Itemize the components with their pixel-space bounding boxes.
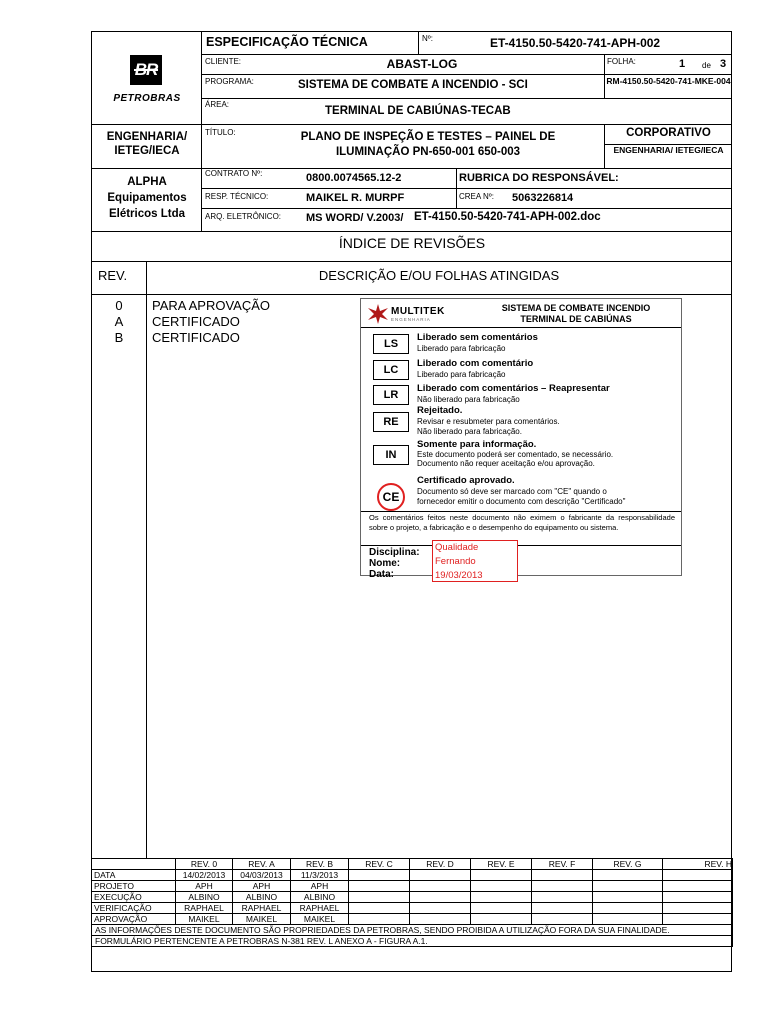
rev-description: CERTIFICADO: [152, 330, 240, 345]
row-title: Rejeitado.: [417, 405, 463, 416]
table-row: [92, 936, 733, 947]
revision-codes: [92, 298, 146, 346]
discipline-label: Disciplina:: [369, 547, 420, 558]
rev-code: 0: [115, 298, 123, 313]
table-cell: [593, 870, 663, 881]
table-cell: [593, 881, 663, 892]
table-cell: APH: [291, 881, 349, 892]
client-label: CLIENTE:: [205, 57, 242, 66]
responsible-signature-label: RUBRICA DO RESPONSÁVEL:: [459, 172, 619, 184]
table-cell: [593, 892, 663, 903]
table-cell: [349, 914, 410, 925]
property-notice: AS INFORMAÇÕES DESTE DOCUMENTO SÃO PROPRIEDADES DA PETROBRAS, SENDO PROIBIDA A UTILIZAÇÃO FORA DA SUA FINALIDADE.: [92, 925, 733, 936]
row-label: EXECUÇÃO: [92, 892, 176, 903]
code-lc: LC: [373, 360, 409, 380]
approval-info-box: [432, 540, 518, 582]
doc-type: ESPECIFICAÇÃO TÉCNICA: [206, 35, 368, 49]
table-cell: [471, 903, 532, 914]
file-label: ARQ. ELETRÔNICO:: [205, 212, 282, 221]
row-desc: Revisar e resubmeter para comentários.: [417, 417, 560, 426]
table-cell: [663, 870, 733, 881]
number-label: Nº:: [422, 34, 433, 43]
doc-title: PLANO DE INSPEÇÃO E TESTES – PAINEL DE ILUMINAÇÃO PN-650-001 650-003: [300, 131, 556, 158]
table-row: [92, 925, 733, 936]
row-desc: Documento não requer aceitação e/ou aprovação.: [417, 459, 595, 468]
column-header: REV. B: [291, 859, 349, 870]
table-cell: [471, 870, 532, 881]
table-header-row: [92, 859, 733, 870]
table-cell: [349, 903, 410, 914]
ref-code: RM-4150.50-5420-741-MKE-004: [606, 76, 731, 86]
sheet-label: FOLHA:: [607, 57, 636, 66]
approval-stamp: [360, 298, 682, 580]
row-desc: Documento só deve ser marcado com "CE" quando o: [417, 487, 607, 496]
row-desc: Liberado para fabricação: [417, 344, 506, 353]
sheet-of: de: [702, 61, 711, 70]
corporate-label: CORPORATIVO: [626, 127, 711, 139]
program-value: SISTEMA DE COMBATE A INCENDIO - SCI: [298, 79, 528, 91]
table-cell: [593, 903, 663, 914]
row-desc: Não liberado para fabricação.: [417, 427, 522, 436]
column-header: REV. F: [532, 859, 593, 870]
table-row: [92, 914, 733, 925]
row-label: APROVAÇÃO: [92, 914, 176, 925]
file-name: ET-4150.50-5420-741-APH-002.doc: [414, 211, 601, 223]
row-title: Certificado aprovado.: [417, 475, 515, 486]
revision-descriptions: [152, 298, 270, 346]
area-label: ÁREA:: [205, 100, 230, 109]
column-header: REV. 0: [176, 859, 233, 870]
table-cell: [532, 903, 593, 914]
table-cell: [349, 892, 410, 903]
table-cell: RAPHAEL: [233, 903, 291, 914]
row-desc: Este documento poderá ser comentado, se necessário.: [417, 450, 614, 459]
crea-label: CREA Nº:: [459, 192, 494, 201]
table-cell: [471, 914, 532, 925]
code-re: RE: [373, 412, 409, 432]
crea-value: 5063226814: [512, 192, 574, 204]
table-row: [92, 892, 733, 903]
petrobras-logo: BR: [130, 55, 162, 85]
table-cell: [593, 914, 663, 925]
table-row: [92, 903, 733, 914]
date-value: 19/03/2013: [435, 570, 483, 581]
column-header: REV. A: [233, 859, 291, 870]
stamp-company-sub: ENGENHARIA: [391, 317, 431, 322]
brand-name: PETROBRAS: [113, 93, 181, 104]
client-value: ABAST-LOG: [386, 57, 458, 71]
row-title: Liberado com comentário: [417, 358, 534, 369]
table-cell: ALBINO: [176, 892, 233, 903]
table-cell: [410, 914, 471, 925]
sheet-number: 1: [679, 58, 686, 70]
name-label: Nome:: [369, 558, 401, 569]
contract-label: CONTRATO Nº:: [205, 169, 263, 178]
table-cell: 11/3/2013: [291, 870, 349, 881]
table-cell: RAPHAEL: [291, 903, 349, 914]
table-cell: [410, 892, 471, 903]
row-desc: fornecedor emitir o documento com descrição "Certificado": [417, 497, 626, 506]
area-value: TERMINAL DE CABIÚNAS-TECAB: [325, 105, 511, 117]
table-cell: [532, 892, 593, 903]
table-cell: [471, 892, 532, 903]
doc-number: ET-4150.50-5420-741-APH-002: [490, 36, 661, 50]
corporate-sub: ENGENHARIA/ IETEG/IECA: [613, 145, 724, 155]
row-label: PROJETO: [92, 881, 176, 892]
table-cell: MAIKEL: [176, 914, 233, 925]
program-label: PROGRAMA:: [205, 77, 254, 86]
stamp-company: MULTITEK: [391, 306, 445, 317]
stamp-disclaimer: Os comentários feitos neste documento não eximem o fabricante da responsabilidade sobre o projeto, a fabricação e o desempenho do equipamento ou sistema.: [369, 513, 675, 532]
column-header: REV. G: [593, 859, 663, 870]
table-row: [92, 881, 733, 892]
revision-index-title: ÍNDICE DE REVISÕES: [338, 235, 486, 251]
header-corner-cell: [92, 859, 176, 870]
supplier-name: ALPHA Equipamentos Elétricos Ltda: [107, 176, 187, 220]
row-desc: Não liberado para fabricação: [417, 395, 520, 404]
rev-code: A: [114, 314, 124, 329]
stamp-system-title: SISTEMA DE COMBATE INCENDIO: [501, 303, 651, 313]
row-title: Liberado com comentários – Reapresentar: [417, 383, 610, 394]
row-label: DATA: [92, 870, 176, 881]
column-header: REV. D: [410, 859, 471, 870]
row-desc: Liberado para fabricação: [417, 370, 506, 379]
multitek-star-icon: [367, 304, 389, 324]
table-cell: ALBINO: [233, 892, 291, 903]
engineering-label: ENGENHARIA/ IETEG/IECA: [106, 131, 188, 157]
code-ls: LS: [373, 334, 409, 354]
table-cell: [349, 881, 410, 892]
table-cell: [410, 903, 471, 914]
table-cell: [532, 881, 593, 892]
document-page: [91, 31, 732, 972]
revision-signoff-table: [91, 858, 733, 947]
sheet-total: 3: [720, 58, 727, 70]
table-cell: [663, 914, 733, 925]
table-cell: [663, 892, 733, 903]
table-cell: MAIKEL: [233, 914, 291, 925]
name-value: Fernando: [435, 556, 476, 567]
rev-code: B: [114, 330, 124, 345]
table-cell: [663, 881, 733, 892]
table-cell: ALBINO: [291, 892, 349, 903]
table-cell: [532, 870, 593, 881]
code-ce: CE: [377, 483, 405, 511]
table-cell: [410, 870, 471, 881]
tech-label: RESP. TÉCNICO:: [205, 192, 269, 201]
title-label: TÍTULO:: [205, 128, 236, 137]
date-label: Data:: [369, 569, 395, 580]
tech-value: MAIKEL R. MURPF: [306, 192, 405, 204]
table-cell: 14/02/2013: [176, 870, 233, 881]
rev-description: PARA APROVAÇÃO: [152, 298, 271, 313]
form-note: FORMULÁRIO PERTENCENTE A PETROBRAS N-381 REV. L ANEXO A - FIGURA A.1.: [92, 936, 733, 947]
table-cell: RAPHAEL: [176, 903, 233, 914]
table-cell: [410, 881, 471, 892]
column-header: REV. H: [663, 859, 733, 870]
contract-value: 0800.0074565.12-2: [306, 172, 402, 184]
code-lr: LR: [373, 385, 409, 405]
row-title: Somente para informação.: [417, 439, 537, 450]
table-cell: [532, 914, 593, 925]
column-header: REV. C: [349, 859, 410, 870]
rev-description: CERTIFICADO: [152, 314, 240, 329]
row-label: VERIFICAÇÃO: [92, 903, 176, 914]
table-cell: 04/03/2013: [233, 870, 291, 881]
table-cell: APH: [176, 881, 233, 892]
row-title: Liberado sem comentários: [417, 332, 538, 343]
code-in: IN: [373, 445, 409, 465]
file-format: MS WORD/ V.2003/: [306, 212, 404, 224]
table-cell: [349, 870, 410, 881]
column-header: REV. E: [471, 859, 532, 870]
rev-header: REV.: [98, 268, 128, 283]
table-row: [92, 870, 733, 881]
table-cell: [471, 881, 532, 892]
discipline-value: Qualidade: [435, 542, 479, 553]
table-cell: [663, 903, 733, 914]
stamp-system-sub: TERMINAL DE CABIÚNAS: [520, 314, 632, 324]
table-cell: APH: [233, 881, 291, 892]
description-header: DESCRIÇÃO E/OU FOLHAS ATINGIDAS: [318, 268, 560, 283]
table-cell: MAIKEL: [291, 914, 349, 925]
